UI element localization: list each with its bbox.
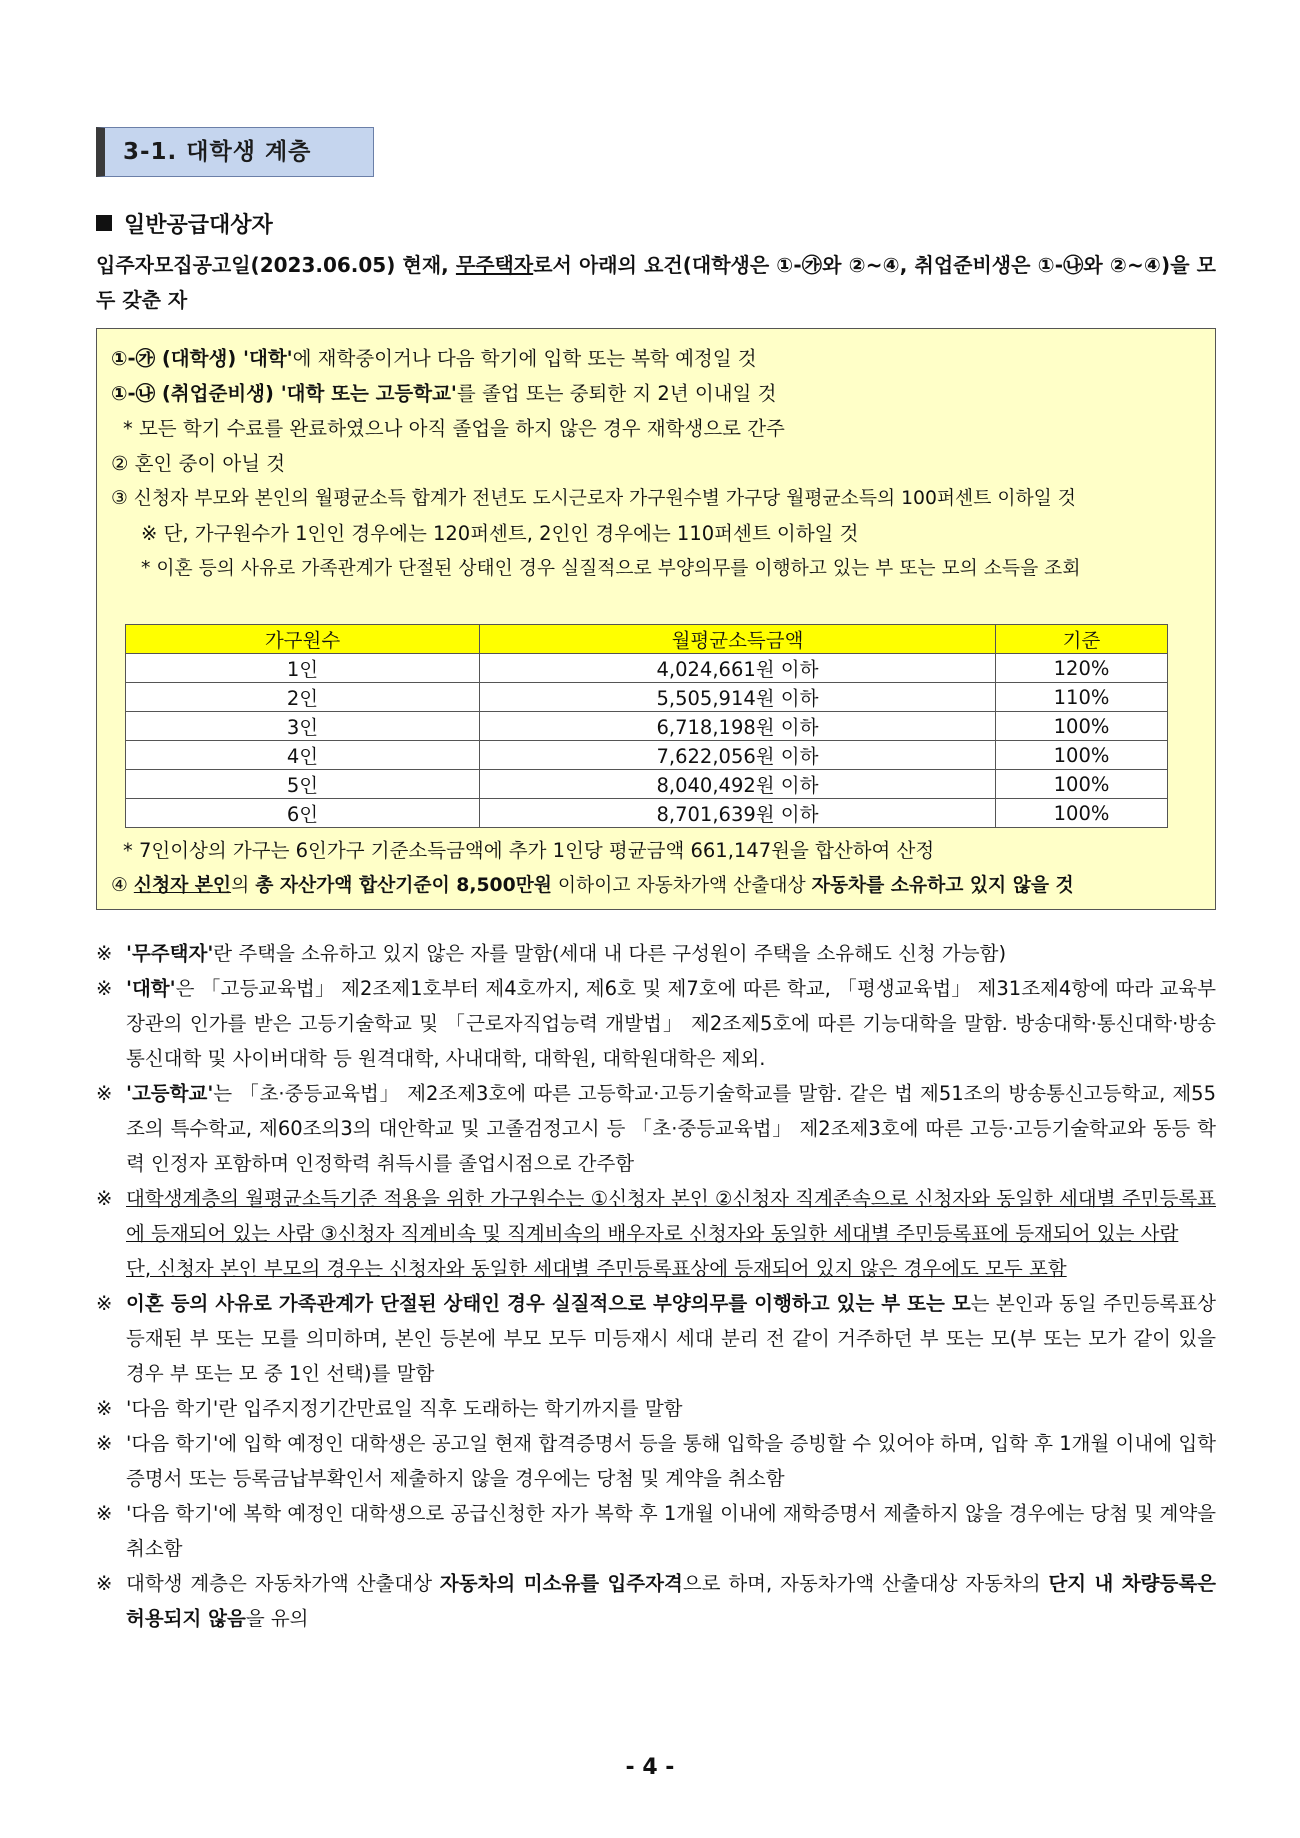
table-cell: 100% xyxy=(996,741,1168,770)
requirements-box xyxy=(96,328,1216,910)
table-cell: 2인 xyxy=(126,683,480,712)
table-row xyxy=(126,799,1168,828)
note-item xyxy=(96,1566,1216,1636)
req-text: 를 졸업 또는 중퇴한 지 2년 이내일 것 xyxy=(456,382,777,405)
note-text: 을 유의 xyxy=(245,1607,309,1630)
table-row xyxy=(126,770,1168,799)
req-bold: 신청자 본인 xyxy=(133,875,232,896)
table-row xyxy=(126,654,1168,683)
note-item xyxy=(96,1391,1216,1426)
table-cell: 110% xyxy=(996,683,1168,712)
income-table xyxy=(125,624,1168,828)
note-bold: '대학' xyxy=(126,977,176,1000)
table-cell: 5,505,914원 이하 xyxy=(480,683,996,712)
table-cell: 6인 xyxy=(126,799,480,828)
reference-mark-icon: ※ xyxy=(96,1187,113,1210)
note-item xyxy=(96,1076,1216,1181)
req-text: ④ xyxy=(111,875,134,896)
heading xyxy=(96,208,273,239)
note-bold: 단지 내 차량등록은 허용되지 않음 xyxy=(126,1572,1217,1630)
note-item xyxy=(96,1286,1216,1391)
req-line-2 xyxy=(111,378,776,406)
table-cell: 3인 xyxy=(126,712,480,741)
table-header: 가구원수 xyxy=(126,625,480,654)
req-bold: 자동차를 소유하고 있지 않을 것 xyxy=(811,875,1074,896)
intro-part: 로서 아래의 요건(대학생은 ①-㉮와 ②~④, 취업준비생은 ①-㉯와 ②~④)을 모두 갖춘 자 xyxy=(96,253,1216,312)
reference-mark-icon: ※ xyxy=(96,1082,113,1105)
heading-text: 일반공급대상자 xyxy=(124,213,273,238)
page-number: - 4 - xyxy=(625,1755,675,1780)
table-cell: 100% xyxy=(996,770,1168,799)
note-text: '다음 학기'란 입주지정기간만료일 직후 도래하는 학기까지를 말함 xyxy=(126,1397,683,1420)
note-bold: '고등학교' xyxy=(126,1082,214,1105)
req-text: 이하이고 자동차가액 산출대상 xyxy=(551,875,812,896)
note-text: 란 주택을 소유하고 있지 않은 자를 말함(세대 내 다른 구성원이 주택을 소유해도 신청 가능함) xyxy=(213,942,1007,965)
reference-mark-icon: ※ xyxy=(96,1292,113,1315)
table-cell: 8,701,639원 이하 xyxy=(480,799,996,828)
note-item xyxy=(96,1496,1216,1566)
note-text: 은 「고등교육법」 제2조제1호부터 제4호까지, 제6호 및 제7호에 따른 학교, 「평생교육법」 제31조제4항에 따라 교육부장관의 인가를 받은 고등기술학교 및 「근로자직업능력 개발법」 제2조제5호에 따른 기능대학을 말함. 방송대학·통신대학·방송통신대학 및 사이버대학 등 원격대학, 사내대학, 대학원, 대학원대학은 제외. xyxy=(126,977,1216,1070)
note-underlined: 대학생계층의 월평균소득기준 적용을 위한 가구원수는 ①신청자 본인 ②신청자 직계존속으로 신청자와 동일한 세대별 주민등록표에 등재되어 있는 사람 ③신청자 직계비속 및 직계비속의 배우자로 신청자와 동일한 세대별 주민등록표에 등재되어 있는 사람 xyxy=(126,1187,1216,1245)
note-text: '다음 학기'에 입학 예정인 대학생은 공고일 현재 합격증명서 등을 통해 입학을 증빙할 수 있어야 하며, 입학 후 1개월 이내에 입학증명서 또는 등록금납부확인서 제출하지 않을 경우에는 당첨 및 계약을 취소함 xyxy=(126,1432,1216,1490)
note-item xyxy=(96,1426,1216,1496)
square-bullet-icon xyxy=(96,215,112,231)
req-line-5: ③ 신청자 부모와 본인의 월평균소득 합계가 전년도 도시근로자 가구원수별 가구당 월평균소득의 100퍼센트 이하일 것 xyxy=(111,488,1076,509)
section-title: 3-1. 대학생 계층 xyxy=(96,127,374,177)
note-text: 으로 하며, 자동차가액 산출대상 자동차의 xyxy=(682,1572,1049,1595)
table-cell: 100% xyxy=(996,712,1168,741)
note-underlined: 단, 신청자 본인 부모의 경우는 신청자와 동일한 세대별 주민등록표상에 등재되어 있지 않은 경우에도 모두 포함 xyxy=(126,1257,1067,1280)
table-cell: 120% xyxy=(996,654,1168,683)
table-row xyxy=(126,683,1168,712)
intro-paragraph xyxy=(96,248,1216,318)
req-text: 에 재학중이거나 다음 학기에 입학 또는 복학 예정일 것 xyxy=(292,347,757,370)
table-cell: 8,040,492원 이하 xyxy=(480,770,996,799)
note-bold: 이혼 등의 사유로 가족관계가 단절된 상태인 경우 실질적으로 부양의무를 이행하고 있는 부 또는 모 xyxy=(126,1292,971,1315)
req-bold: 총 자산가액 합산기준이 8,500만원 xyxy=(255,875,552,896)
req-line-6: ※ 단, 가구원수가 1인인 경우에는 120퍼센트, 2인인 경우에는 110퍼센트 이하일 것 xyxy=(141,522,859,545)
note-bold: 자동차의 미소유를 입주자격 xyxy=(439,1572,683,1595)
notes-list xyxy=(96,936,1216,1636)
req-line-8: * 7인이상의 가구는 6인가구 기준소득금액에 추가 1인당 평균금액 661,147원을 합산하여 산정 xyxy=(123,839,935,862)
note-text: 는 「초·중등교육법」 제2조제3호에 따른 고등학교·고등기술학교를 말함. 같은 법 제51조의 방송통신고등학교, 제55조의 특수학교, 제60조의3의 대안학교 및 고졸검정고시 등 「초·중등교육법」 제2조제3호에 따른 고등·고등기술학교와 동등 학력 인정자 포함하며 인정학력 취득시를 졸업시점으로 간주함 xyxy=(126,1082,1216,1175)
note-text: 대학생 계층은 자동차가액 산출대상 xyxy=(126,1572,440,1595)
req-text: 의 xyxy=(231,875,256,896)
intro-underlined: 무주택자 xyxy=(455,253,534,277)
table-row xyxy=(126,741,1168,770)
reference-mark-icon: ※ xyxy=(96,1432,113,1455)
req-line-1 xyxy=(111,343,757,371)
table-cell: 6,718,198원 이하 xyxy=(480,712,996,741)
note-item xyxy=(96,971,1216,1076)
req-bold: ①-㉯ (취업준비생) '대학 또는 고등학교' xyxy=(111,382,457,405)
req-bold: ①-㉮ (대학생) '대학' xyxy=(111,347,293,370)
table-cell: 5인 xyxy=(126,770,480,799)
note-text: 는 본인과 동일 주민등록표상 등재된 부 또는 모를 의미하며, 본인 등본에 부모 모두 미등재시 세대 분리 전 같이 거주하던 부 또는 모(부 또는 모가 같이 있을 경우 부 또는 모 중 1인 선택)를 말함 xyxy=(126,1292,1216,1385)
table-cell: 100% xyxy=(996,799,1168,828)
table-header: 기준 xyxy=(996,625,1168,654)
note-text: '다음 학기'에 복학 예정인 대학생으로 공급신청한 자가 복학 후 1개월 이내에 재학증명서 제출하지 않을 경우에는 당첨 및 계약을 취소함 xyxy=(126,1502,1216,1560)
table-header: 월평균소득금액 xyxy=(480,625,996,654)
req-line-9 xyxy=(111,870,1074,897)
note-bold: '무주택자' xyxy=(126,942,214,965)
reference-mark-icon: ※ xyxy=(96,1502,113,1525)
reference-mark-icon: ※ xyxy=(96,1397,113,1420)
note-item xyxy=(96,936,1216,971)
req-line-4: ② 혼인 중이 아닐 것 xyxy=(111,452,286,475)
table-cell: 4,024,661원 이하 xyxy=(480,654,996,683)
req-line-3: * 모든 학기 수료를 완료하였으나 아직 졸업을 하지 않은 경우 재학생으로 간주 xyxy=(123,417,785,440)
reference-mark-icon: ※ xyxy=(96,942,113,965)
table-cell: 4인 xyxy=(126,741,480,770)
req-line-7: * 이혼 등의 사유로 가족관계가 단절된 상태인 경우 실질적으로 부양의무를 이행하고 있는 부 또는 모의 소득을 조회 xyxy=(141,558,1081,579)
table-header-row xyxy=(126,625,1168,654)
reference-mark-icon: ※ xyxy=(96,1572,113,1595)
table-row xyxy=(126,712,1168,741)
note-continuation xyxy=(96,1251,1216,1286)
intro-part: 입주자모집공고일(2023.06.05) 현재, xyxy=(96,253,456,277)
reference-mark-icon: ※ xyxy=(96,977,113,1000)
table-cell: 7,622,056원 이하 xyxy=(480,741,996,770)
note-item xyxy=(96,1181,1216,1251)
table-cell: 1인 xyxy=(126,654,480,683)
